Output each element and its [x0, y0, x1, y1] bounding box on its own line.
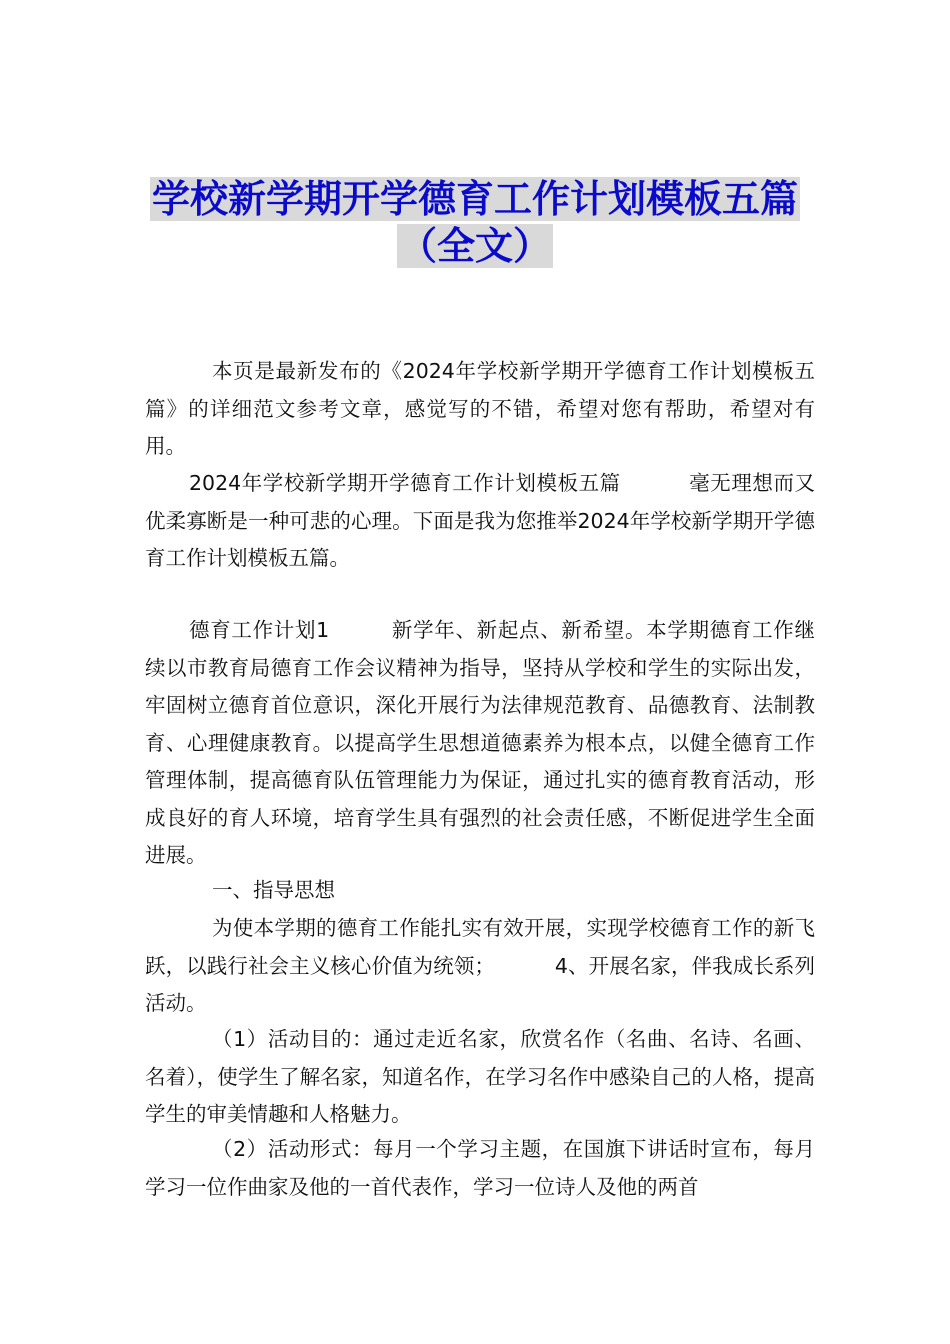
paragraph-3-body: 新学年、新起点、新希望。本学期德育工作继续以市教育局德育工作会议精神为指导，坚持从学校和学生的实际出发，牢固树立德育首位意识，深化开展行为法律规范教育、品德教育、法制教育、心理健康教育。以提高学生思想道德素养为根本点，以健全德育工作管理体制，提高德育队伍管理能力为保证，通过扎实的德育教育活动，形成良好的育人环境，培育学生具有强烈的社会责任感，不断促进学生全面进展。 — [145, 618, 815, 867]
title-text-1: 学校新学期开学德育工作计划模板五篇 — [151, 177, 798, 221]
intro-paragraph — [145, 353, 815, 466]
paragraph-6 — [145, 1131, 815, 1206]
paragraph-4-text-b: 4、开展名家，伴我成长系列活动。 — [145, 953, 815, 1015]
paragraph-5-text: （1）活动目的：通过走近名家，欣赏名作（名曲、名诗、名画、名着），使学生了解名家，知道名作，在学习名作中感染自己的人格，提高学生的审美情趣和人格魅力。 — [145, 1027, 815, 1126]
paragraph-6-text: （2）活动形式：每月一个学习主题，在国旗下讲话时宣布，每月学习一位作曲家及他的一首代表作，学习一位诗人及他的两首 — [145, 1137, 815, 1199]
paragraph-3 — [145, 612, 815, 875]
paragraph-2-body: 毫无理想而又优柔寡断是一种可悲的心理。下面是我为您推举2024年学校新学期开学德育工作计划模板五篇。 — [145, 471, 816, 570]
paragraph-4-text-a: 为使本学期的德育工作能扎实有效开展，实现学校德育工作的新飞跃，以践行社会主义核心价值为统领； — [145, 916, 815, 978]
paragraph-2 — [145, 465, 815, 578]
title-text-2: （全文） — [398, 224, 551, 268]
document-title-line-1 — [0, 175, 950, 223]
paragraph-5 — [145, 1021, 815, 1134]
intro-text: 本页是最新发布的《2024年学校新学期开学德育工作计划模板五篇》的详细范文参考文章，感觉写的不错，希望对您有帮助，希望对有用。 — [145, 359, 815, 458]
section-heading-1 — [145, 872, 815, 910]
document-title-line-2 — [0, 222, 950, 270]
paragraph-2-heading: 2024年学校新学期开学德育工作计划模板五篇 — [189, 471, 621, 495]
paragraph-3-heading: 德育工作计划1 — [189, 618, 330, 642]
section-heading-1-text: 一、指导思想 — [212, 878, 335, 902]
paragraph-4 — [145, 910, 815, 1023]
